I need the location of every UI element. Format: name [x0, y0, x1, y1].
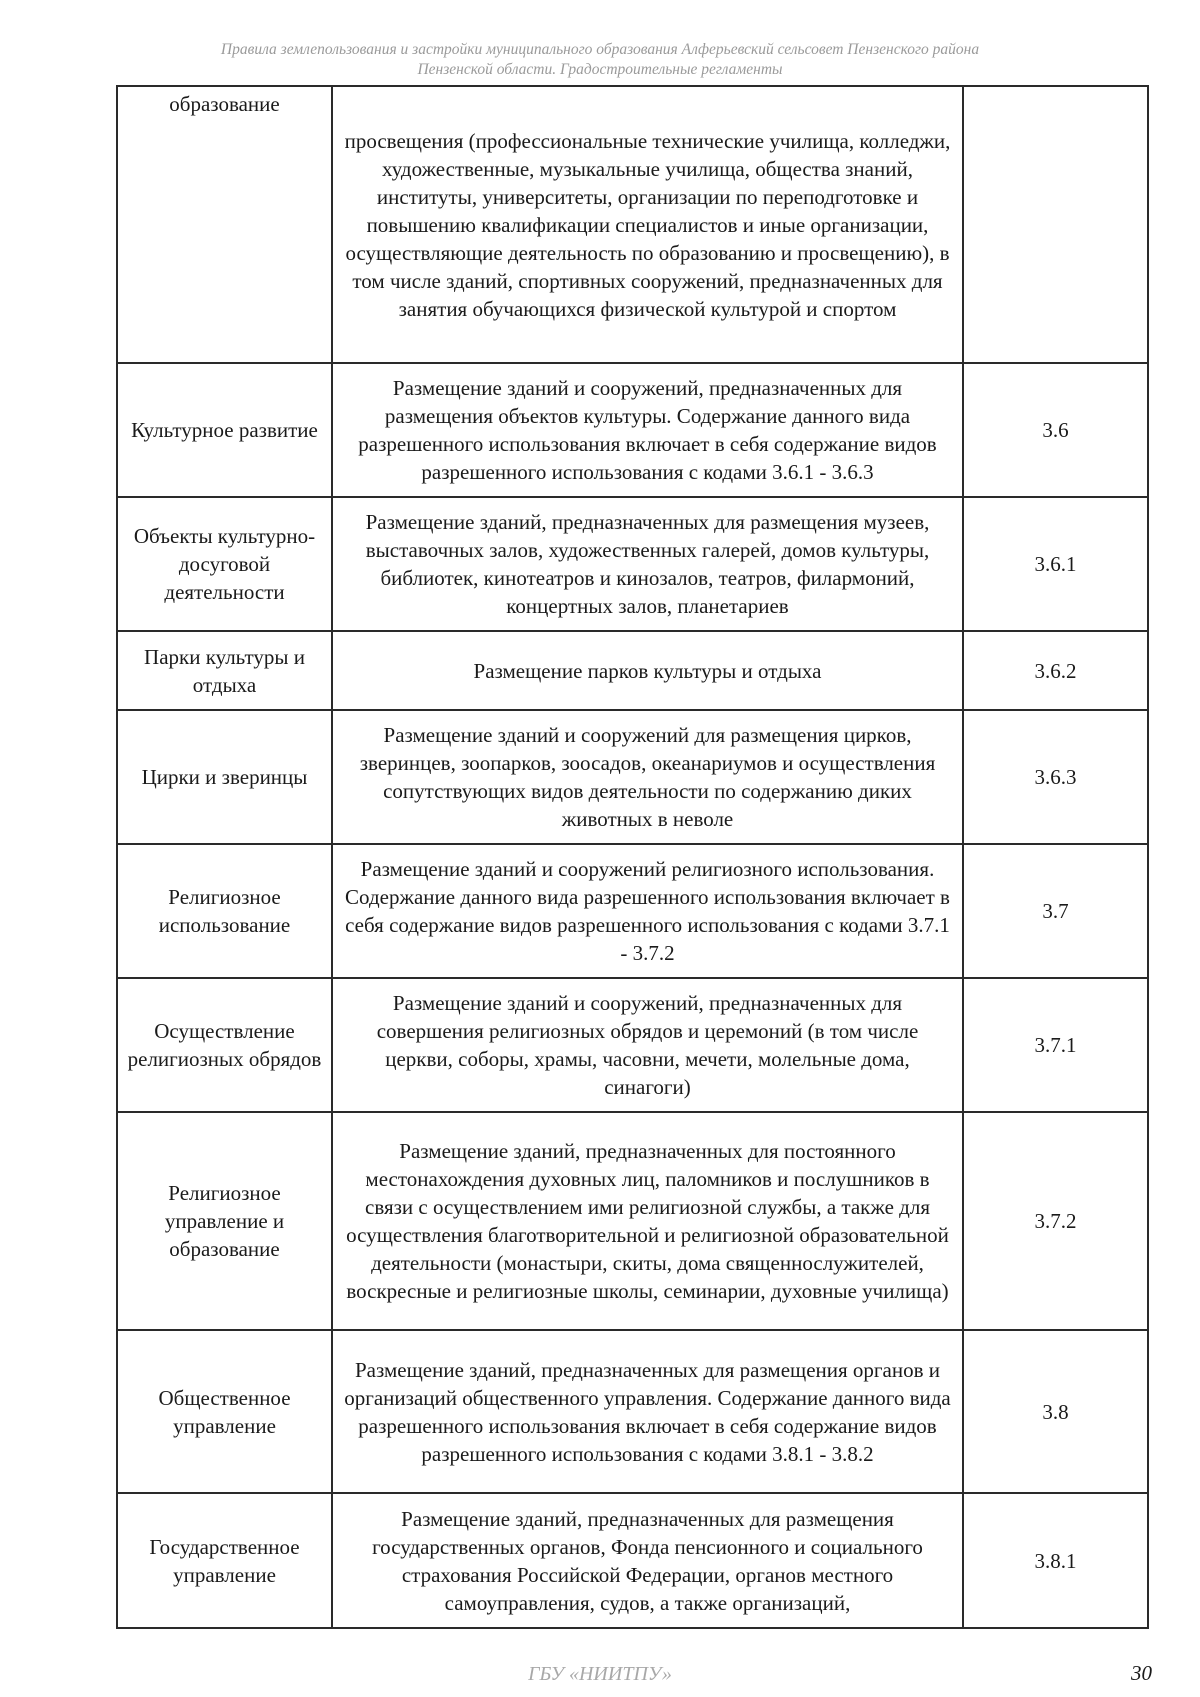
- page-number: 30: [1131, 1661, 1152, 1685]
- use-name-cell: Религиозное управление и образование: [117, 1112, 332, 1330]
- table-row: [117, 710, 1148, 844]
- table-row: [117, 631, 1148, 710]
- use-description-cell: просвещения (профессиональные технические училища, колледжи, художественные, музыкальные училища, общества знаний, институты, университеты, организации по переподготовке и повышению квалификации специалистов и иные организации, осуществляющие деятельность по образованию и просвещению), в том числе зданий, спортивных сооружений, предназначенных для занятия обучающихся физической культурой и спортом: [332, 86, 963, 363]
- use-name-cell: Культурное развитие: [117, 363, 332, 497]
- use-code-cell: 3.8: [963, 1330, 1148, 1493]
- use-name-cell: Парки культуры и отдыха: [117, 631, 332, 710]
- use-name-cell: Объекты культурно-досуговой деятельности: [117, 497, 332, 631]
- running-header-line-2: Пензенской области. Градостроительные регламенты: [417, 61, 783, 78]
- use-description-cell: Размещение зданий и сооружений, предназначенных для совершения религиозных обрядов и церемоний (в том числе церкви, соборы, храмы, часовни, мечети, молельные дома, синагоги): [332, 978, 963, 1112]
- use-description-cell: Размещение зданий, предназначенных для размещения государственных органов, Фонда пенсионного и социального страхования Российской Федерации, органов местного самоуправления, судов, а также организаций,: [332, 1493, 963, 1628]
- use-code-cell: [963, 86, 1148, 363]
- table-row: [117, 978, 1148, 1112]
- use-name-cell: Цирки и зверинцы: [117, 710, 332, 844]
- table-row: [117, 1112, 1148, 1330]
- use-name-cell: Государственное управление: [117, 1493, 332, 1628]
- table-row: [117, 844, 1148, 978]
- use-description-cell: Размещение зданий и сооружений религиозного использования. Содержание данного вида разрешенного использования включает в себя содержание видов разрешенного использования с кодами 3.7.1 - 3.7.2: [332, 844, 963, 978]
- use-code-cell: 3.7: [963, 844, 1148, 978]
- use-description-cell: Размещение зданий и сооружений, предназначенных для размещения объектов культуры. Содержание данного вида разрешенного использования включает в себя содержание видов разрешенного использования с кодами 3.6.1 - 3.6.3: [332, 363, 963, 497]
- land-use-table: [116, 85, 1149, 1629]
- use-name-cell: образование: [117, 86, 332, 363]
- use-description-cell: Размещение зданий и сооружений для размещения цирков, зверинцев, зоопарков, зоосадов, океанариумов и осуществления сопутствующих видов деятельности по содержанию диких животных в неволе: [332, 710, 963, 844]
- use-code-cell: 3.8.1: [963, 1493, 1148, 1628]
- use-description-cell: Размещение зданий, предназначенных для размещения музеев, выставочных залов, художественных галерей, домов культуры, библиотек, кинотеатров и кинозалов, театров, филармоний, концертных залов, планетариев: [332, 497, 963, 631]
- use-code-cell: 3.6.1: [963, 497, 1148, 631]
- use-code-cell: 3.7.1: [963, 978, 1148, 1112]
- use-code-cell: 3.6.2: [963, 631, 1148, 710]
- use-description-cell: Размещение парков культуры и отдыха: [332, 631, 963, 710]
- table-row: [117, 1493, 1148, 1628]
- footer-organization: ГБУ «НИИТПУ»: [528, 1663, 672, 1685]
- use-code-cell: 3.6: [963, 363, 1148, 497]
- running-header: [120, 40, 1080, 80]
- table-row: [117, 363, 1148, 497]
- use-code-cell: 3.6.3: [963, 710, 1148, 844]
- table-row: [117, 1330, 1148, 1493]
- use-name-cell: Общественное управление: [117, 1330, 332, 1493]
- use-description-cell: Размещение зданий, предназначенных для постоянного местонахождения духовных лиц, паломников и послушников в связи с осуществлением ими религиозной службы, а также для осуществления благотворительной и религиозной образовательной деятельности (монастыри, скиты, дома священнослужителей, воскресные и религиозные школы, семинарии, духовные училища): [332, 1112, 963, 1330]
- use-name-cell: Религиозное использование: [117, 844, 332, 978]
- use-name-cell: Осуществление религиозных обрядов: [117, 978, 332, 1112]
- use-description-cell: Размещение зданий, предназначенных для размещения органов и организаций общественного управления. Содержание данного вида разрешенного использования включает в себя содержание видов разрешенного использования с кодами 3.8.1 - 3.8.2: [332, 1330, 963, 1493]
- table-row: [117, 497, 1148, 631]
- use-code-cell: 3.7.2: [963, 1112, 1148, 1330]
- running-header-line-1: Правила землепользования и застройки муниципального образования Алферьевский сельсовет Пензенского района: [220, 41, 980, 58]
- table-row: [117, 86, 1148, 363]
